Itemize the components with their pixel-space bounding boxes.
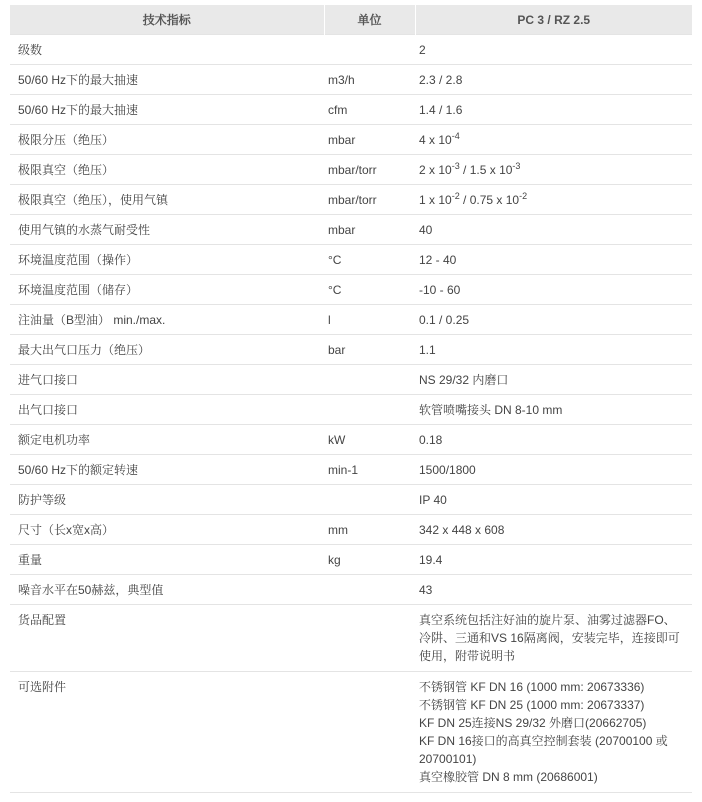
- accessory-line: 不锈钢管 KF DN 25 (1000 mm: 20673337): [419, 698, 645, 712]
- accessory-line: 真空橡胶管 DN 8 mm (20686001): [419, 770, 598, 784]
- table-row: [10, 425, 692, 455]
- row-value: 1.1: [415, 335, 692, 365]
- row-unit: °C: [324, 245, 415, 275]
- table-row: [10, 305, 692, 335]
- row-label: 环境温度范围（操作）: [10, 245, 324, 275]
- row-value: [415, 672, 692, 793]
- row-unit: mbar: [324, 215, 415, 245]
- row-label: 尺寸（长x宽x高）: [10, 515, 324, 545]
- value-base: 1 x 10: [419, 192, 452, 207]
- row-unit: [324, 395, 415, 425]
- table-row: [10, 125, 692, 155]
- row-label: 可选附件: [10, 672, 324, 793]
- table-row: [10, 335, 692, 365]
- row-label: 防护等级: [10, 485, 324, 515]
- row-unit: mbar: [324, 125, 415, 155]
- table-row: [10, 395, 692, 425]
- table-row: [10, 65, 692, 95]
- value-exponent: -3: [512, 160, 521, 171]
- row-unit: mbar/torr: [324, 185, 415, 215]
- row-unit: [324, 485, 415, 515]
- row-label: 注油量（B型油） min./max.: [10, 305, 324, 335]
- table-row: [10, 155, 692, 185]
- accessory-line: KF DN 16接口的高真空控制套装 (20700100 或: [419, 734, 668, 748]
- row-value: -10 - 60: [415, 275, 692, 305]
- scope-line: 真空系统包括注好油的旋片泵、油雾过滤器FO、: [419, 613, 676, 627]
- value-exponent: -2: [451, 190, 460, 201]
- row-value: IP 40: [415, 485, 692, 515]
- row-label: 50/60 Hz下的最大抽速: [10, 95, 324, 125]
- table-row-accessories: [10, 672, 692, 793]
- table-row: [10, 365, 692, 395]
- table-row: [10, 95, 692, 125]
- row-unit: [324, 605, 415, 672]
- row-value: 2.3 / 2.8: [415, 65, 692, 95]
- table-row: [10, 455, 692, 485]
- row-value: 1.4 / 1.6: [415, 95, 692, 125]
- row-value: 40: [415, 215, 692, 245]
- row-label: 噪音水平在50赫兹，典型值: [10, 575, 324, 605]
- scope-line: 冷阱、三通和VS 16隔离阀，安装完毕，连接即可: [419, 631, 680, 645]
- spec-table: [10, 5, 692, 793]
- value-base: / 0.75 x 10: [459, 192, 520, 207]
- row-value: 0.18: [415, 425, 692, 455]
- row-label: 级数: [10, 35, 324, 65]
- row-label: 50/60 Hz下的额定转速: [10, 455, 324, 485]
- header-param: 技术指标: [10, 5, 324, 35]
- value-exponent: -4: [451, 130, 460, 141]
- row-value: 软管喷嘴接头 DN 8-10 mm: [415, 395, 692, 425]
- row-label: 出气口接口: [10, 395, 324, 425]
- row-unit: [324, 365, 415, 395]
- row-value: 43: [415, 575, 692, 605]
- row-label: 环境温度范围（储存）: [10, 275, 324, 305]
- row-unit: °C: [324, 275, 415, 305]
- accessory-line: 不锈钢管 KF DN 16 (1000 mm: 20673336): [419, 680, 645, 694]
- value-exponent: -2: [519, 190, 528, 201]
- row-value: NS 29/32 内磨口: [415, 365, 692, 395]
- row-label: 极限真空（绝压）: [10, 155, 324, 185]
- row-unit: kg: [324, 545, 415, 575]
- value-base: 2 x 10: [419, 162, 452, 177]
- row-label: 最大出气口压力（绝压）: [10, 335, 324, 365]
- row-unit: mm: [324, 515, 415, 545]
- row-unit: [324, 672, 415, 793]
- row-label: 重量: [10, 545, 324, 575]
- value-base: / 1.5 x 10: [459, 162, 513, 177]
- row-label: 进气口接口: [10, 365, 324, 395]
- scope-line: 使用，附带说明书: [419, 649, 516, 663]
- row-label: 极限真空（绝压），使用气镇: [10, 185, 324, 215]
- header-value: PC 3 / RZ 2.5: [415, 5, 692, 35]
- header-unit: 单位: [324, 5, 415, 35]
- row-unit: min-1: [324, 455, 415, 485]
- table-row: [10, 35, 692, 65]
- table-row-scope: [10, 605, 692, 672]
- table-row: [10, 275, 692, 305]
- table-bottom-rule: [10, 793, 692, 794]
- table-row: [10, 215, 692, 245]
- row-label: 使用气镇的水蒸气耐受性: [10, 215, 324, 245]
- row-value: 1500/1800: [415, 455, 692, 485]
- row-value: 2: [415, 35, 692, 65]
- row-unit: bar: [324, 335, 415, 365]
- table-row: [10, 575, 692, 605]
- row-value: [415, 185, 692, 215]
- row-label: 50/60 Hz下的最大抽速: [10, 65, 324, 95]
- row-value: 19.4: [415, 545, 692, 575]
- row-label: 货品配置: [10, 605, 324, 672]
- row-unit: mbar/torr: [324, 155, 415, 185]
- row-value: [415, 155, 692, 185]
- table-row: [10, 185, 692, 215]
- table-row: [10, 245, 692, 275]
- table-header: [10, 5, 692, 35]
- accessory-line: KF DN 25连接NS 29/32 外磨口(20662705): [419, 716, 647, 730]
- row-unit: l: [324, 305, 415, 335]
- row-label: 额定电机功率: [10, 425, 324, 455]
- row-unit: [324, 575, 415, 605]
- row-value: [415, 605, 692, 672]
- table-row: [10, 515, 692, 545]
- row-unit: m3/h: [324, 65, 415, 95]
- table-row: [10, 485, 692, 515]
- table-row: [10, 545, 692, 575]
- accessory-line: 20700101): [419, 752, 477, 766]
- row-value: [415, 125, 692, 155]
- row-value: 12 - 40: [415, 245, 692, 275]
- value-base: 4 x 10: [419, 132, 452, 147]
- row-value: 0.1 / 0.25: [415, 305, 692, 335]
- row-unit: cfm: [324, 95, 415, 125]
- row-unit: kW: [324, 425, 415, 455]
- row-unit: [324, 35, 415, 65]
- value-exponent: -3: [451, 160, 460, 171]
- row-label: 极限分压（绝压）: [10, 125, 324, 155]
- row-value: 342 x 448 x 608: [415, 515, 692, 545]
